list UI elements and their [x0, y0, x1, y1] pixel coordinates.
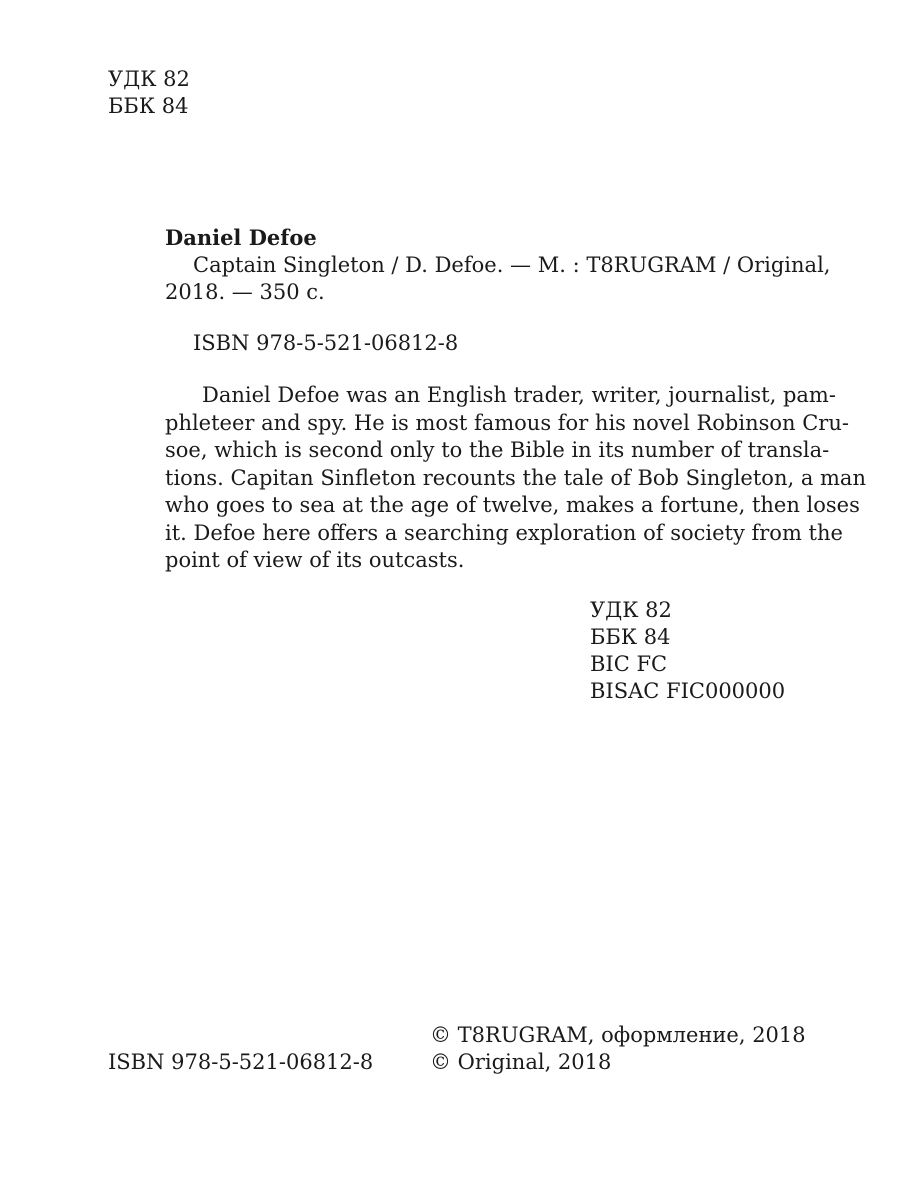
annotation-paragraph	[165, 382, 866, 575]
author-name: Daniel Defoe	[165, 225, 317, 250]
annotation-line: Daniel Defoe was an English trader, writer, journalist, pam-	[202, 383, 836, 407]
annotation-line: who goes to sea at the age of twelve, makes a fortune, then loses	[165, 493, 860, 517]
bic-classification: BIC FC	[590, 652, 668, 676]
annotation-line: it. Defoe here offers a searching exploration of society from the	[165, 520, 843, 545]
annotation-line: point of view of its outcasts.	[165, 548, 465, 572]
bibliographic-title-line: Captain Singleton / D. Defoe. — M. : T8RUGRAM / Original,	[193, 253, 831, 277]
bisac-classification: BISAC FIC000000	[590, 679, 786, 703]
top-classification-codes	[108, 66, 190, 120]
annotation-line: soe, which is second only to the Bible in its number of transla-	[165, 438, 830, 462]
annotation-line: tions. Capitan Sinfleton recounts the tale of Bob Singleton, a man	[165, 465, 866, 490]
annotation-line: phleteer and spy. He is most famous for his novel Robinson Cru-	[165, 410, 849, 435]
bibliographic-title-continuation: 2018. — 350 c.	[165, 280, 325, 304]
udk-classification: УДК 82	[590, 598, 672, 622]
bbk-classification: ББК 84	[590, 625, 671, 649]
footer-isbn: ISBN 978-5-521-06812-8	[108, 1050, 374, 1074]
copyright-original: © Original, 2018	[430, 1050, 612, 1074]
copyright-design: © T8RUGRAM, оформление, 2018	[430, 1023, 806, 1047]
classification-codes	[590, 597, 785, 705]
copyright-block	[430, 1022, 806, 1076]
udk-code: УДК 82	[108, 67, 190, 91]
bbk-code: ББК 84	[108, 94, 189, 118]
isbn-record: ISBN 978-5-521-06812-8	[193, 331, 459, 355]
